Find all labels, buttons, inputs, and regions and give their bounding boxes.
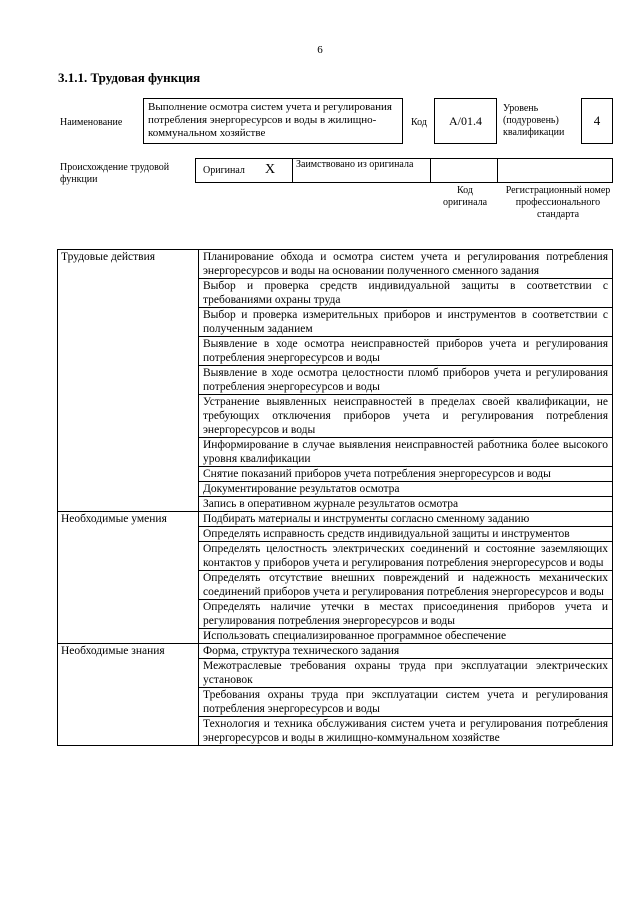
section-heading: Необходимые умения	[58, 512, 199, 527]
section-heading-empty	[58, 600, 199, 629]
page-number: 6	[317, 44, 323, 56]
table-row	[58, 482, 613, 497]
table-row	[58, 438, 613, 467]
section-heading-empty	[58, 497, 199, 512]
section-heading-empty	[58, 438, 199, 467]
table-cell: Технология и техника обслуживания систем учета и регулирования потребления энергоресурсов и воды в жилищно-коммунальном хозяйстве	[199, 717, 613, 746]
table-cell: Информирование в случае выявления неисправностей работника более высокого уровня квалификации	[199, 438, 613, 467]
section-heading-empty	[58, 279, 199, 308]
table-row	[58, 644, 613, 659]
table-cell: Выбор и проверка измерительных приборов и инструментов в соответствии с полученным заданием	[199, 308, 613, 337]
table-cell: Определять отсутствие внешних повреждений и надежность механических соединений приборов учета и регулирования потребления энергоресурсов и воды	[199, 571, 613, 600]
section-heading-empty	[58, 337, 199, 366]
code-label: Код	[411, 117, 427, 128]
section-heading-empty	[58, 629, 199, 644]
borrowed-label: Заимствовано из оригинала	[296, 159, 414, 170]
table-cell: Выбор и проверка средств индивидуальной защиты в соответствии с требованиями охраны труда	[199, 279, 613, 308]
table-row	[58, 308, 613, 337]
table-cell: Форма, структура технического задания	[199, 644, 613, 659]
table-row	[58, 467, 613, 482]
table-row	[58, 250, 613, 279]
section-heading: Необходимые знания	[58, 644, 199, 659]
name-label: Наименование	[60, 117, 123, 128]
section-heading-empty	[58, 395, 199, 438]
table-cell: Межотраслевые требования охраны труда при эксплуатации электрических установок	[199, 659, 613, 688]
origin-label: Происхождение трудовой функции	[60, 162, 170, 185]
section-heading-empty	[58, 717, 199, 746]
section-heading-empty	[58, 659, 199, 688]
function-name: Выполнение осмотра систем учета и регулирования потребления энергоресурсов и воды в жилищно-коммунальном хозяйстве	[148, 101, 392, 139]
section-heading: Трудовые действия	[58, 250, 199, 279]
table-row	[58, 571, 613, 600]
table-row	[58, 279, 613, 308]
table-cell: Планирование обхода и осмотра систем учета и регулирования потребления энергоресурсов и воды на основании полученного сменного задания	[199, 250, 613, 279]
table-row	[58, 542, 613, 571]
table-row	[58, 527, 613, 542]
code-box	[434, 98, 497, 144]
section-title: 3.1.1. Трудовая функция	[58, 70, 201, 85]
table-cell: Подбирать материалы и инструменты согласно сменному заданию	[199, 512, 613, 527]
table-row	[58, 512, 613, 527]
original-mark: X	[265, 162, 276, 177]
level-label: Уровень (подуровень) квалификации	[503, 103, 565, 138]
table-cell: Определять исправность средств индивидуальной защиты и инструментов	[199, 527, 613, 542]
table-cell: Документирование результатов осмотра	[199, 482, 613, 497]
table-row	[58, 497, 613, 512]
table-row	[58, 659, 613, 688]
table-row	[58, 717, 613, 746]
table-row	[58, 337, 613, 366]
section-heading-empty	[58, 571, 199, 600]
table-cell: Запись в оперативном журнале результатов осмотра	[199, 497, 613, 512]
level-value: 4	[593, 113, 601, 128]
table-cell: Устранение выявленных неисправностей в пределах своей квалификации, не требующих отключения приборов учета и регулирования потребления энергоресурсов и воды	[199, 395, 613, 438]
function-name-box	[143, 98, 403, 144]
function-table-body	[58, 250, 613, 746]
table-cell: Выявление в ходе осмотра неисправностей приборов учета и регулирования потребления энергоресурсов и воды	[199, 337, 613, 366]
table-cell: Определять целостность электрических соединений и состояние заземляющих контактов у приборов учета и регулирования потребления энергоресурсов и воды	[199, 542, 613, 571]
function-table	[57, 249, 613, 746]
table-cell: Требования охраны труда при эксплуатации систем учета и регулирования потребления энергоресурсов и воды	[199, 688, 613, 717]
reg-number-label: Регистрационный номер профессионального стандарта	[505, 185, 611, 220]
table-row	[58, 395, 613, 438]
code-value: A/01.4	[449, 113, 482, 128]
section-heading-empty	[58, 482, 199, 497]
origin-divider-3	[497, 158, 498, 183]
table-row	[58, 366, 613, 395]
origin-divider-1	[292, 158, 293, 183]
table-cell: Использовать специализированное программное обеспечение	[199, 629, 613, 644]
code-original-label: Код оригинала	[442, 185, 488, 208]
table-cell: Определять наличие утечки в местах присоединения приборов учета и регулирования потребления энергоресурсов и воды	[199, 600, 613, 629]
original-label: Оригинал	[203, 165, 245, 176]
section-heading-empty	[58, 467, 199, 482]
section-heading-empty	[58, 308, 199, 337]
section-heading-empty	[58, 366, 199, 395]
origin-divider-2	[430, 158, 431, 183]
level-box	[581, 98, 613, 144]
section-heading-empty	[58, 527, 199, 542]
section-heading-empty	[58, 542, 199, 571]
table-cell: Снятие показаний приборов учета потребления энергоресурсов и воды	[199, 467, 613, 482]
section-heading-empty	[58, 688, 199, 717]
table-cell: Выявление в ходе осмотра целостности пломб приборов учета и регулирования потребления энергоресурсов и воды	[199, 366, 613, 395]
table-row	[58, 600, 613, 629]
table-row	[58, 688, 613, 717]
table-row	[58, 629, 613, 644]
